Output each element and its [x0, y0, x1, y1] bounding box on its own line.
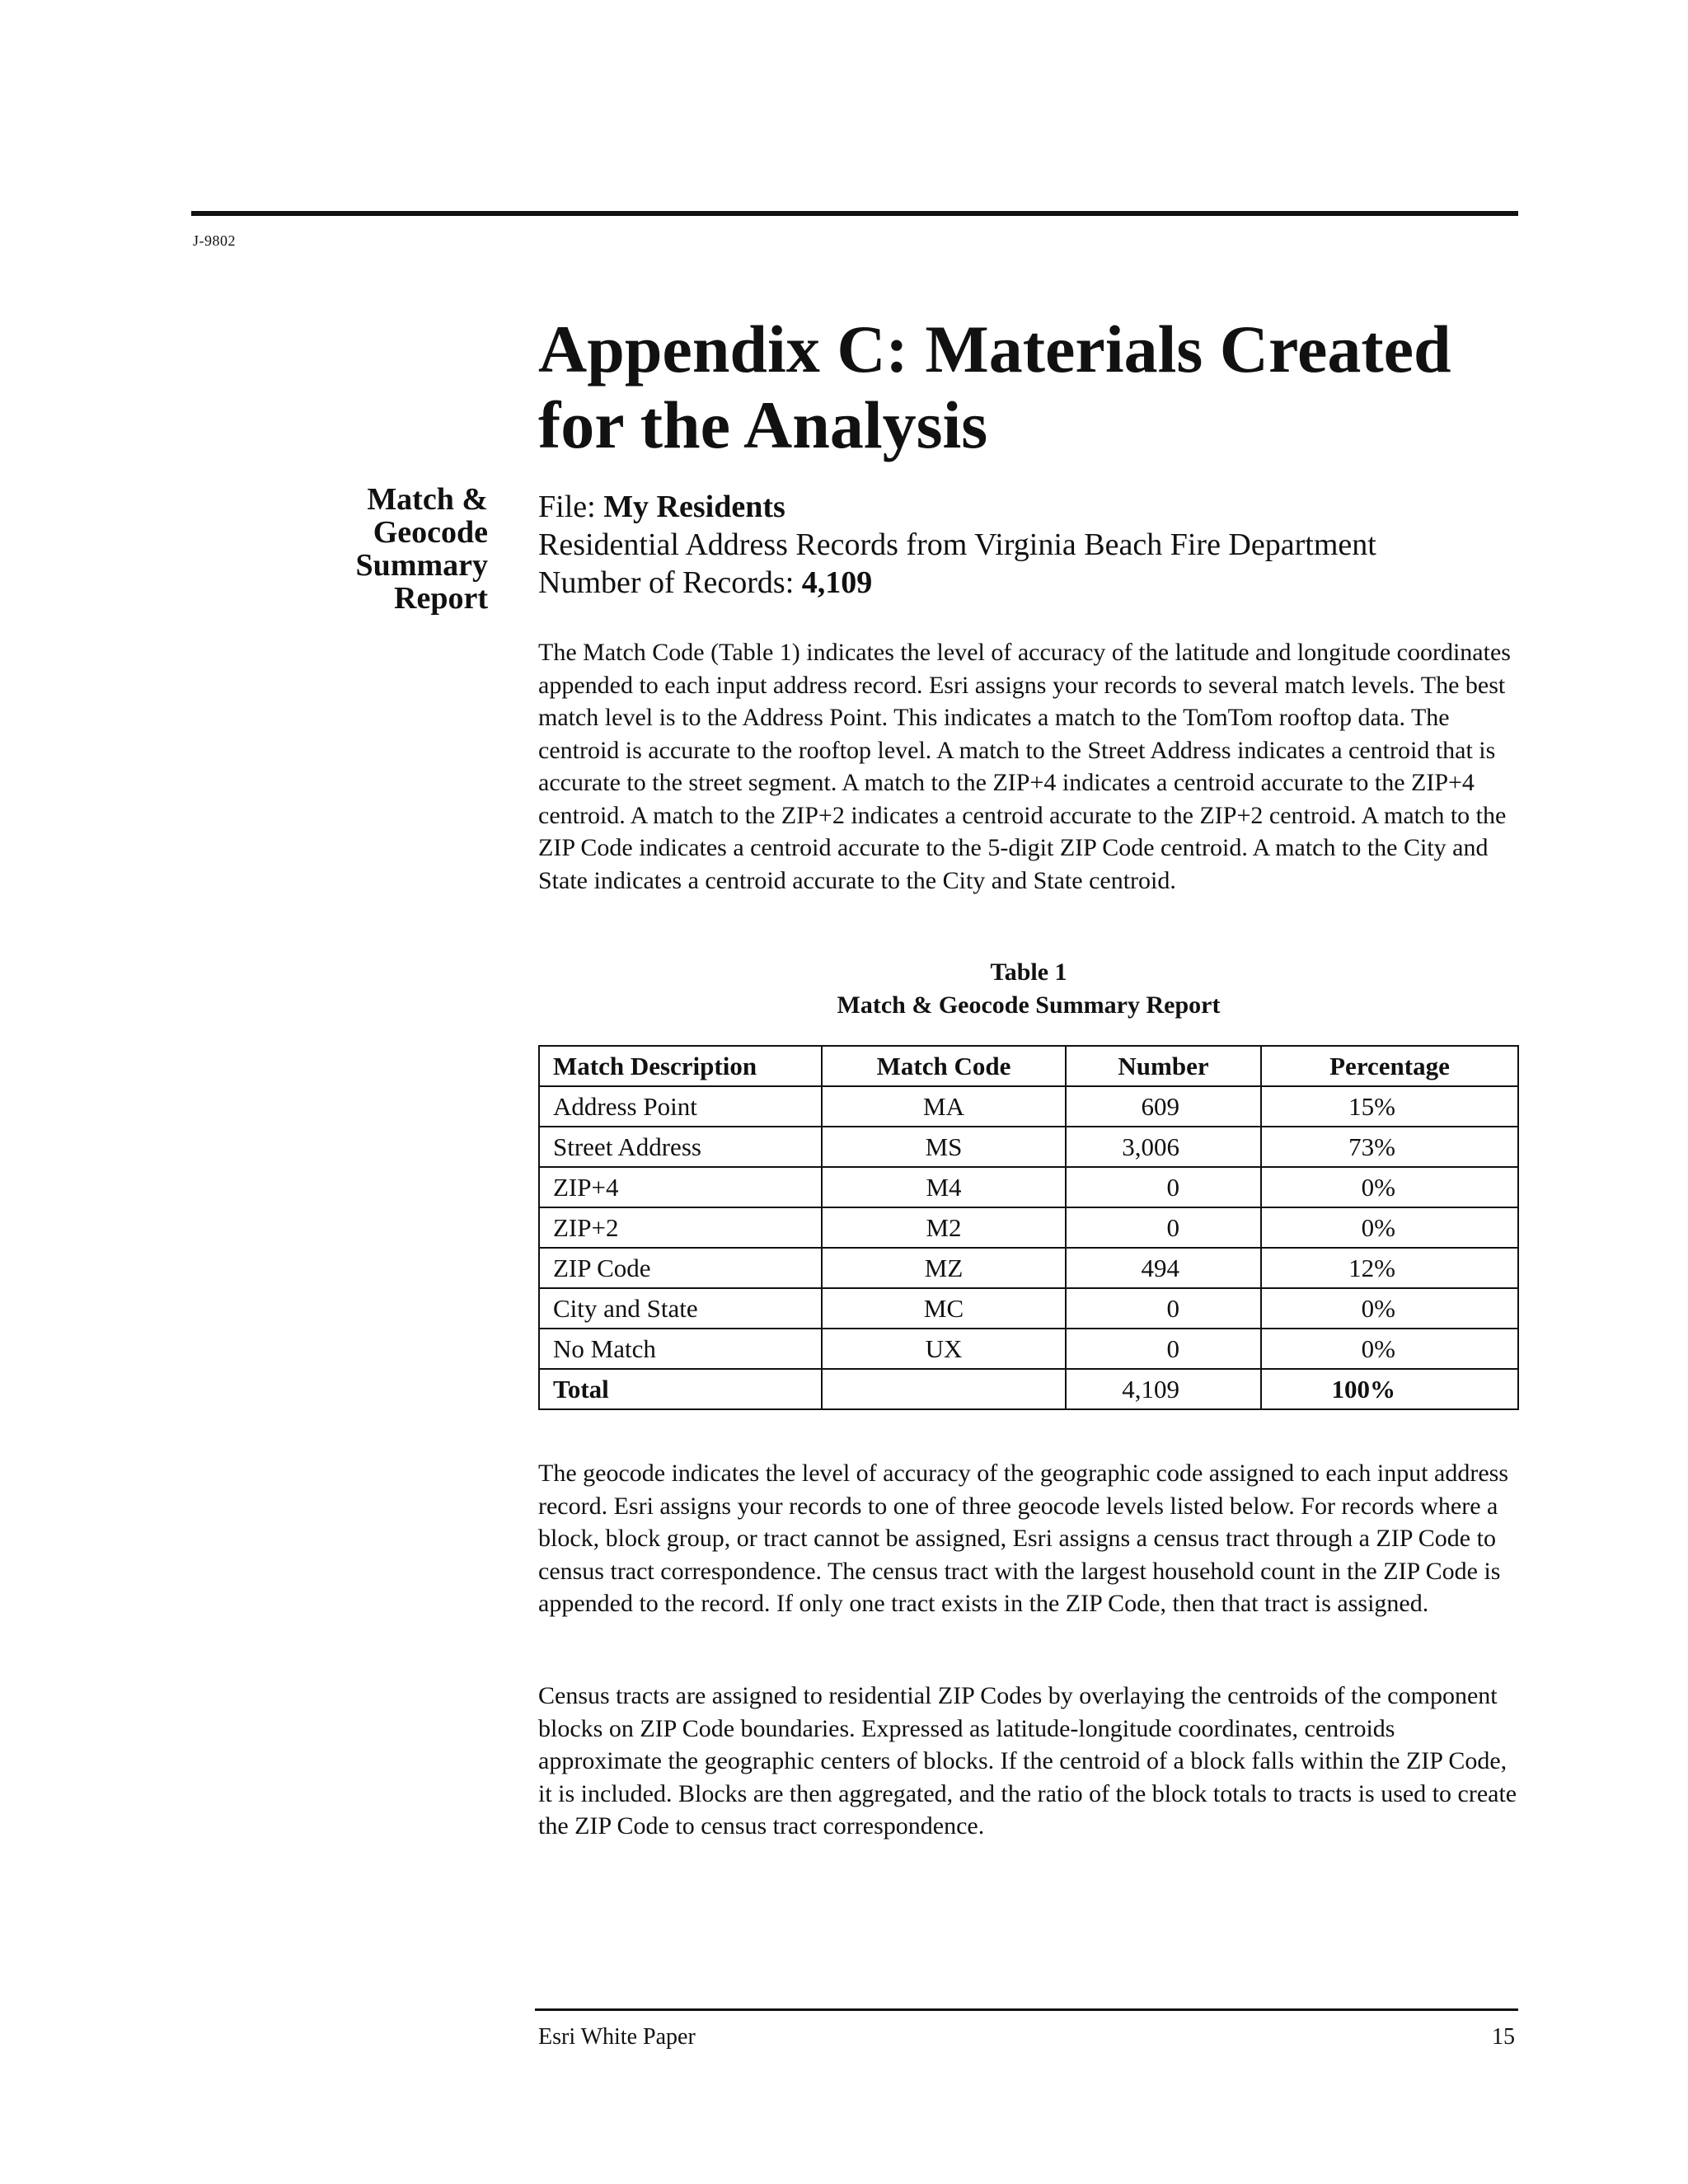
records-line — [538, 564, 1527, 602]
cell-description: Street Address — [539, 1127, 822, 1167]
cell-description: City and State — [539, 1288, 822, 1329]
records-value: 4,109 — [801, 565, 873, 600]
match-code-paragraph: The Match Code (Table 1) indicates the level of accuracy of the latitude and longitude coordinates appended to each input address record. Esri assigns your records to several match levels. The best match level is to the Address Point. This indicates a match to the TomTom rooftop data. The centroid is accurate to the rooftop level. A match to the Street Address indicates a centroid that is accurate to the street segment. A match to the ZIP+4 indicates a centroid accurate to the ZIP+4 centroid. A match to the ZIP+2 indicates a centroid accurate to the ZIP+2 centroid. A match to the ZIP Code indicates a centroid accurate to the 5-digit ZIP Code centroid. A match to the City and State indicates a centroid accurate to the City and State centroid. — [538, 639, 1511, 894]
file-name: My Residents — [603, 490, 785, 524]
cell-description: ZIP+4 — [539, 1167, 822, 1207]
top-rule — [191, 211, 1518, 216]
cell-total-code — [822, 1369, 1066, 1409]
cell-number: 609 — [1066, 1086, 1261, 1127]
table-caption-number: Table 1 — [990, 958, 1067, 986]
table-row — [539, 1207, 1518, 1248]
cell-code: MC — [822, 1288, 1066, 1329]
table-row — [539, 1127, 1518, 1167]
table-row — [539, 1167, 1518, 1207]
cell-total-percentage: 100% — [1261, 1369, 1518, 1409]
match-summary-table — [538, 1045, 1519, 1410]
cell-number: 0 — [1066, 1329, 1261, 1369]
cell-code: M2 — [822, 1207, 1066, 1248]
table-total-row — [539, 1369, 1518, 1409]
cell-total-number: 4,109 — [1066, 1369, 1261, 1409]
cell-percentage: 0% — [1261, 1288, 1518, 1329]
document-id: J-9802 — [193, 232, 236, 249]
side-heading-line-4: Report — [394, 581, 488, 616]
page-title — [538, 312, 1527, 463]
side-heading-line-2: Geocode — [373, 515, 488, 550]
footer-rule — [535, 2008, 1518, 2011]
cell-number: 0 — [1066, 1207, 1261, 1248]
geocode-paragraph: The geocode indicates the level of accuracy of the geographic code assigned to each input address record. Esri assigns your records to one of three geocode levels listed below. For records where a block, block group, or tract cannot be assigned, Esri assigns a census tract through a ZIP Code to census tract correspondence. The census tract with the largest household count in the ZIP Code is appended to the record. If only one tract exists in the ZIP Code, then that tract is assigned. — [538, 1460, 1509, 1617]
table-row — [539, 1329, 1518, 1369]
cell-number: 494 — [1066, 1248, 1261, 1288]
file-label: File: — [538, 490, 596, 524]
cell-description: Address Point — [539, 1086, 822, 1127]
cell-percentage: 73% — [1261, 1127, 1518, 1167]
side-heading-line-1: Match & — [367, 482, 488, 517]
cell-total-label: Total — [539, 1369, 822, 1409]
cell-code: UX — [822, 1329, 1066, 1369]
cell-code: M4 — [822, 1167, 1066, 1207]
table-row — [539, 1288, 1518, 1329]
cell-percentage: 15% — [1261, 1086, 1518, 1127]
table-caption-title: Match & Geocode Summary Report — [837, 991, 1221, 1019]
cell-description: ZIP+2 — [539, 1207, 822, 1248]
side-heading-line-3: Summary — [355, 548, 488, 583]
cell-description: No Match — [539, 1329, 822, 1369]
cell-code: MS — [822, 1127, 1066, 1167]
side-heading — [313, 483, 488, 615]
table-header-row — [539, 1046, 1518, 1086]
header-match-description: Match Description — [539, 1046, 822, 1086]
cell-number: 3,006 — [1066, 1127, 1261, 1167]
file-description: Residential Address Records from Virginia Beach Fire Department — [538, 527, 1376, 562]
table-row — [539, 1086, 1518, 1127]
page-number: 15 — [1492, 2024, 1515, 2050]
cell-description: ZIP Code — [539, 1248, 822, 1288]
records-label: Number of Records: — [538, 565, 795, 600]
cell-percentage: 12% — [1261, 1248, 1518, 1288]
file-line — [538, 488, 1527, 526]
title-line-2: for the Analysis — [538, 387, 988, 462]
header-match-code: Match Code — [822, 1046, 1066, 1086]
title-line-1: Appendix C: Materials Created — [538, 312, 1451, 387]
cell-code: MA — [822, 1086, 1066, 1127]
cell-number: 0 — [1066, 1288, 1261, 1329]
file-info — [538, 488, 1527, 602]
header-number: Number — [1066, 1046, 1261, 1086]
footer-publication: Esri White Paper — [538, 2024, 696, 2050]
table-row — [539, 1248, 1518, 1288]
cell-code: MZ — [822, 1248, 1066, 1288]
cell-number: 0 — [1066, 1167, 1261, 1207]
cell-percentage: 0% — [1261, 1329, 1518, 1369]
cell-percentage: 0% — [1261, 1167, 1518, 1207]
header-percentage: Percentage — [1261, 1046, 1518, 1086]
cell-percentage: 0% — [1261, 1207, 1518, 1248]
census-tract-paragraph: Census tracts are assigned to residential ZIP Codes by overlaying the centroids of the component blocks on ZIP Code boundaries. Expressed as latitude-longitude coordinates, centroids approximate the geographic centers of blocks. If the centroid of a block falls within the ZIP Code, it is included. Blocks are then aggregated, and the ratio of the block totals to tracts is used to create the ZIP Code to census tract correspondence. — [538, 1682, 1517, 1840]
table-caption — [538, 956, 1519, 1022]
